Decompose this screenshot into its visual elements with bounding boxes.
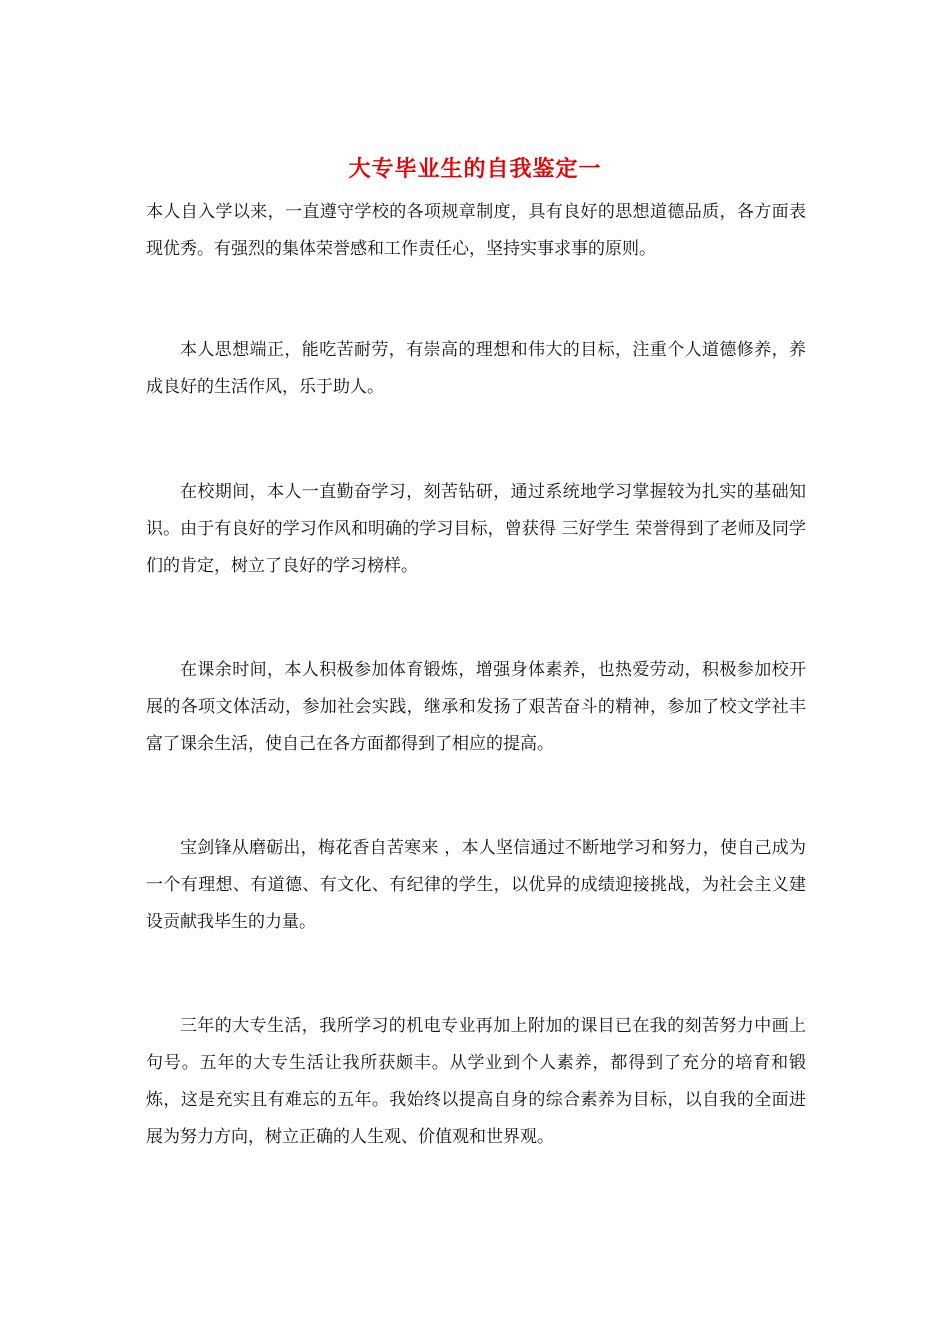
paragraph-1: 本人自入学以来，一直遵守学校的各项规章制度，具有良好的思想道德品质，各方面表现优秀。有强烈的集体荣誉感和工作责任心，坚持实事求事的原则。 <box>146 202 806 259</box>
paragraph-5: 宝剑锋从磨砺出，梅花香自苦寒来 ，本人坚信通过不断地学习和努力，使自己成为一个有理想、有道德、有文化、有纪律的学生，以优异的成绩迎接挑战，为社会主义建设贡献我毕生的力量。 <box>146 838 806 932</box>
paragraph-4: 在课余时间，本人积极参加体育锻炼，增强身体素养，也热爱劳动，积极参加校开展的各项文体活动，参加社会实践，继承和发扬了艰苦奋斗的精神，参加了校文学社丰富了课余生活，使自己在各方面都得到了相应的提高。 <box>146 660 806 754</box>
paragraph-2: 本人思想端正，能吃苦耐劳，有崇高的理想和伟大的目标，注重个人道德修养，养成良好的生活作风，乐于助人。 <box>146 340 806 397</box>
document-title: 大专毕业生的自我鉴定一 <box>348 156 602 182</box>
paragraph-6: 三年的大专生活，我所学习的机电专业再加上附加的课目已在我的刻苦努力中画上句号。五年的大专生活让我所获颇丰。从学业到个人素养，都得到了充分的培育和锻炼，这是充实且有难忘的五年。我始终以提高自身的综合素养为目标，以自我的全面进展为努力方向，树立正确的人生观、价值观和世界观。 <box>146 1016 806 1147</box>
paragraph-3: 在校期间，本人一直勤奋学习，刻苦钻研，通过系统地学习掌握较为扎实的基础知识。由于有良好的学习作风和明确的学习目标，曾获得 三好学生 荣誉得到了老师及同学们的肯定，树立了良好的学习榜样。 <box>146 482 806 576</box>
